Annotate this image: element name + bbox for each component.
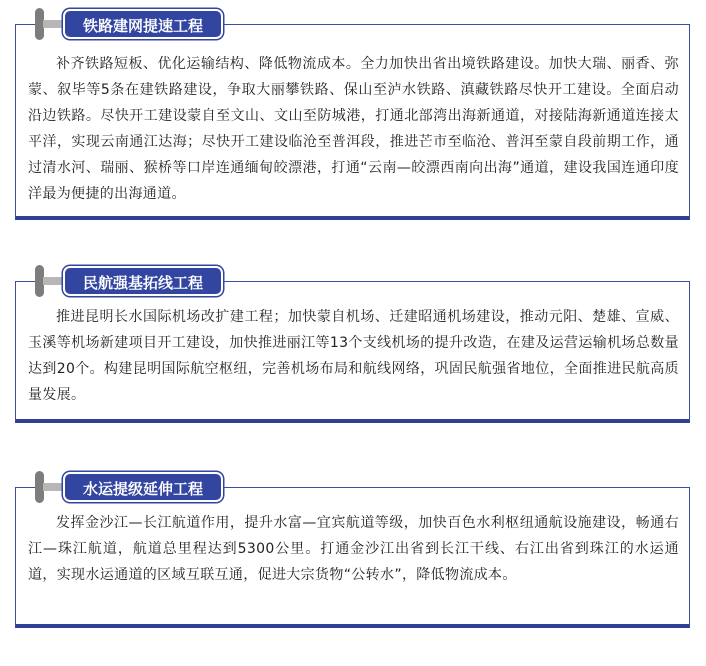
section-card: [15, 281, 690, 423]
section-title: 水运提级延伸工程: [63, 472, 223, 502]
section-waterway: [15, 471, 690, 628]
section-railway: [15, 8, 690, 220]
tab-handle-icon: [29, 8, 65, 40]
section-title: 民航强基拓线工程: [63, 266, 223, 296]
section-title: 铁路建网提速工程: [63, 9, 223, 39]
tab-handle-icon: [29, 265, 65, 297]
section-body: 推进昆明长水国际机场改扩建工程；加快蒙自机场、迁建昭通机场建设，推动元阳、楚雄、宣威、玉溪等机场新建项目开工建设，加快推进丽江等13个支线机场的提升改造，在建及运营运输机场总数量达到20个。构建昆明国际航空枢纽，完善机场布局和航线网络，巩固民航强省地位，全面推进民航高质量发展。: [28, 309, 679, 403]
section-card: [15, 24, 690, 220]
section-body: 发挥金沙江—长江航道作用，提升水富—宜宾航道等级，加快百色水利枢纽通航设施建设，畅通右江—珠江航道，航道总里程达到5300公里。打通金沙江出省到长江干线、右江出省到珠江的水运通道，实现水运通道的区域互联互通，促进大宗货物“公转水”，降低物流成本。: [28, 515, 679, 583]
section-card: [15, 487, 690, 628]
tab-handle-icon: [29, 471, 65, 503]
section-body: 补齐铁路短板、优化运输结构、降低物流成本。全力加快出省出境铁路建设。加快大瑞、丽香、弥蒙、叙毕等5条在建铁路建设，争取大丽攀铁路、保山至泸水铁路、滇藏铁路尽快开工建设。全面启动沿边铁路。尽快开工建设蒙自至文山、文山至防城港，打通北部湾出海新通道，对接陆海新通道连接太平洋，实现云南通江达海；尽快开工建设临沧至普洱段，推进芒市至临沧、普洱至蒙自段前期工作，通过清水河、瑞丽、猴桥等口岸连通缅甸皎漂港，打通“云南—皎漂西南向出海”通道，建设我国连通印度洋最为便捷的出海通道。: [28, 56, 679, 202]
section-aviation: [15, 265, 690, 423]
